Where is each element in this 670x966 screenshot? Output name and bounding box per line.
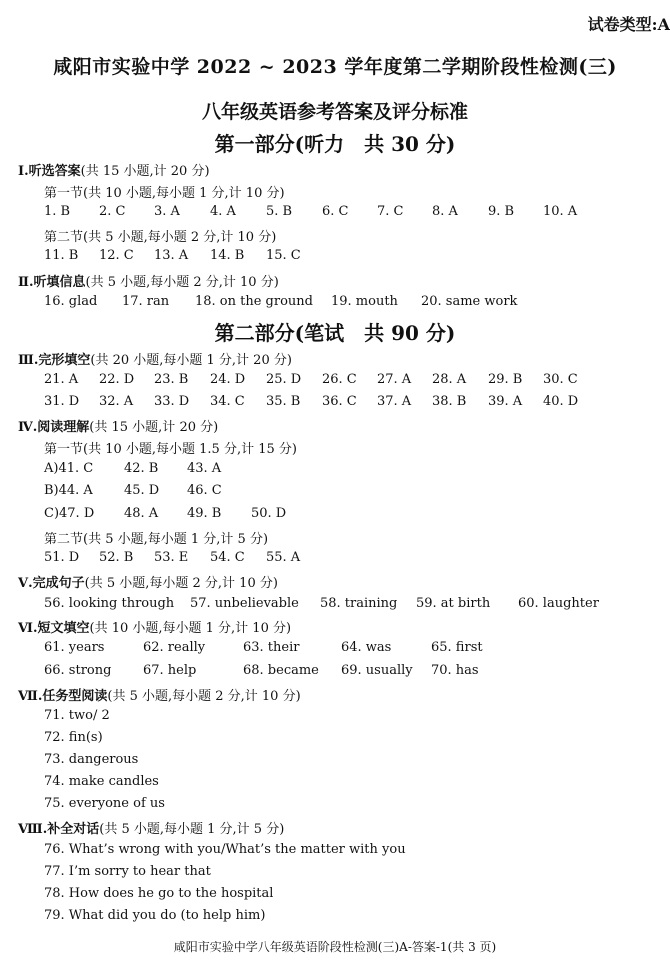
section-heading — [18, 416, 218, 435]
answer-item: 9. B — [488, 204, 515, 219]
section-name: 短文填空 — [37, 621, 90, 636]
answer-item: 33. D — [154, 394, 190, 409]
answer-item: 27. A — [377, 372, 412, 387]
school-title: 咸阳市实验中学 2022 ~ 2023 学年度第二学期阶段性检测(三) — [53, 56, 617, 78]
answer-item: 53. E — [154, 550, 189, 565]
section-number: Ⅳ. — [18, 420, 38, 435]
section-number: Ⅲ. — [18, 353, 39, 368]
answer-item: 34. C — [210, 394, 245, 409]
answer-item: 6. C — [322, 204, 349, 219]
part2-title: 第二部分(笔试 共 90 分) — [214, 321, 456, 345]
section-name: 完形填空 — [38, 353, 91, 368]
answer-item: 15. C — [266, 248, 301, 263]
doc-title: 八年级英语参考答案及评分标准 — [201, 101, 468, 123]
section-name: 听选答案 — [28, 164, 81, 179]
answer-item: 36. C — [322, 394, 357, 409]
section-name: 任务型阅读 — [42, 689, 108, 704]
answer-item: 11. B — [44, 248, 79, 263]
answer-item: B)44. A — [44, 483, 93, 498]
answer-item: C)47. D — [44, 506, 95, 521]
answer-item: 26. C — [322, 372, 357, 387]
section-heading — [18, 818, 284, 837]
answer-item: A)41. C — [44, 461, 94, 476]
answer-item: 19. mouth — [331, 294, 398, 309]
section-name: 阅读理解 — [37, 420, 90, 435]
answer-item: 55. A — [266, 550, 301, 565]
answer-item: 1. B — [44, 204, 71, 219]
answer-item: 46. C — [187, 483, 222, 498]
answer-item: 69. usually — [341, 663, 413, 678]
answer-item: 39. A — [488, 394, 523, 409]
answer-item: 21. A — [44, 372, 79, 387]
answer-item: 16. glad — [44, 294, 98, 309]
answer-item: 49. B — [187, 506, 222, 521]
answer-item: 8. A — [432, 204, 458, 219]
answer-item: 51. D — [44, 550, 80, 565]
answer-item: 32. A — [99, 394, 134, 409]
section-note: (共 5 小题,每小题 2 分,计 10 分) — [107, 689, 301, 704]
answer-item: 45. D — [124, 483, 160, 498]
section-note: (共 15 小题,计 20 分) — [89, 420, 219, 435]
section-note: (共 5 小题,每小题 2 分,计 10 分) — [84, 576, 278, 591]
answer-item: 62. really — [143, 640, 206, 655]
section-note: (共 5 小题,每小题 2 分,计 10 分) — [85, 275, 279, 290]
subsection-heading: 第一节(共 10 小题,每小题 1 分,计 10 分) — [44, 186, 285, 201]
section-number: Ⅴ. — [18, 576, 33, 591]
answer-item: 35. B — [266, 394, 301, 409]
answer-item: 60. laughter — [518, 596, 599, 611]
answer-item: 4. A — [210, 204, 236, 219]
answer-item: 13. A — [154, 248, 189, 263]
answer-item: 24. D — [210, 372, 246, 387]
section-note: (共 20 小题,每小题 1 分,计 20 分) — [90, 353, 292, 368]
answer-item: 23. B — [154, 372, 189, 387]
answer-item: 64. was — [341, 640, 392, 655]
answer-item: 10. A — [543, 204, 578, 219]
answer-item: 37. A — [377, 394, 412, 409]
answer-item: 3. A — [154, 204, 180, 219]
answer-item: 56. looking through — [44, 596, 175, 611]
answer-item: 25. D — [266, 372, 302, 387]
answer-item: 76. What’s wrong with you/What’s the matter with you — [44, 842, 406, 857]
section-heading — [18, 617, 291, 636]
answer-item: 78. How does he go to the hospital — [44, 886, 274, 901]
answer-item: 63. their — [243, 640, 300, 655]
section-name: 完成句子 — [32, 576, 85, 591]
answer-item: 7. C — [377, 204, 404, 219]
answer-item: 14. B — [210, 248, 245, 263]
answer-item: 40. D — [543, 394, 579, 409]
section-number: Ⅱ. — [18, 275, 34, 290]
answer-item: 43. A — [187, 461, 222, 476]
section-heading — [18, 271, 279, 290]
answer-item: 77. I’m sorry to hear that — [44, 864, 211, 879]
answer-item: 29. B — [488, 372, 523, 387]
answer-item: 73. dangerous — [44, 752, 139, 767]
answer-item: 17. ran — [122, 294, 170, 309]
answer-item: 20. same work — [421, 294, 518, 309]
answer-item: 65. first — [431, 640, 483, 655]
section-number: Ⅶ. — [18, 689, 43, 704]
answer-item: 42. B — [124, 461, 159, 476]
answer-item: 67. help — [143, 663, 197, 678]
answer-item: 50. D — [251, 506, 287, 521]
section-number: Ⅷ. — [18, 822, 48, 837]
answer-item: 18. on the ground — [195, 294, 313, 309]
answer-item: 71. two/ 2 — [44, 708, 110, 723]
subsection-heading: 第二节(共 5 小题,每小题 2 分,计 10 分) — [44, 230, 277, 245]
answer-item: 2. C — [99, 204, 126, 219]
answer-item: 61. years — [44, 640, 105, 655]
answer-item: 66. strong — [44, 663, 112, 678]
answer-item: 75. everyone of us — [44, 796, 165, 811]
answer-item: 79. What did you do (to help him) — [44, 908, 266, 923]
answer-item: 68. became — [243, 663, 319, 678]
section-number: Ⅵ. — [18, 621, 38, 636]
answer-item: 72. fin(s) — [44, 730, 103, 745]
subsection-heading: 第一节(共 10 小题,每小题 1.5 分,计 15 分) — [44, 442, 297, 457]
section-note: (共 10 小题,每小题 1 分,计 10 分) — [89, 621, 292, 636]
answer-item: 70. has — [431, 663, 479, 678]
answer-item: 5. B — [266, 204, 293, 219]
page-footer: 咸阳市实验中学八年级英语阶段性检测(三)A-答案-1(共 3 页) — [173, 940, 497, 954]
answer-item: 58. training — [320, 596, 398, 611]
answer-item: 48. A — [124, 506, 159, 521]
answer-item: 57. unbelievable — [190, 596, 299, 611]
section-number: Ⅰ. — [18, 164, 29, 179]
answer-item: 74. make candles — [44, 774, 159, 789]
answer-item: 30. C — [543, 372, 578, 387]
section-heading — [18, 160, 210, 179]
answer-item: 31. D — [44, 394, 80, 409]
section-note: (共 5 小题,每小题 1 分,计 5 分) — [99, 822, 285, 837]
section-heading — [18, 349, 292, 368]
answer-item: 28. A — [432, 372, 467, 387]
section-note: (共 15 小题,计 20 分) — [80, 164, 210, 179]
answer-item: 38. B — [432, 394, 467, 409]
section-name: 听填信息 — [33, 275, 86, 290]
answer-item: 54. C — [210, 550, 245, 565]
section-name: 补全对话 — [47, 822, 100, 837]
section-heading — [18, 685, 301, 704]
answer-item: 22. D — [99, 372, 135, 387]
answer-item: 52. B — [99, 550, 134, 565]
part1-title: 第一部分(听力 共 30 分) — [214, 132, 456, 156]
answer-item: 12. C — [99, 248, 134, 263]
section-heading — [18, 572, 278, 591]
subsection-heading: 第二节(共 5 小题,每小题 1 分,计 5 分) — [44, 532, 269, 547]
answer-item: 59. at birth — [416, 596, 491, 611]
exam-type: 试卷类型:A — [587, 15, 670, 34]
